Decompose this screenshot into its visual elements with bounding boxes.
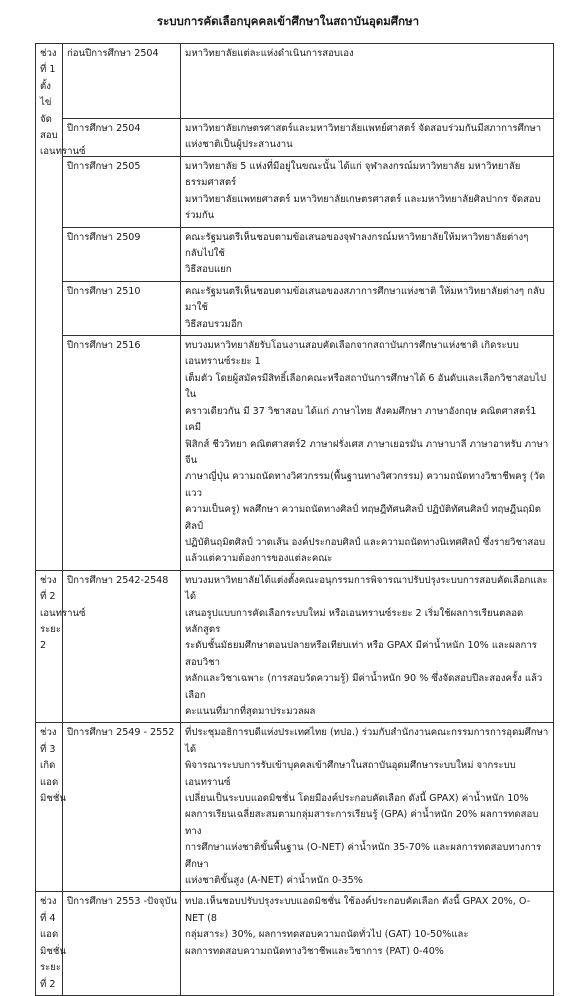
year-cell: ปีการศึกษา 2509 (63, 227, 181, 281)
table-row (36, 227, 554, 281)
table-row (36, 157, 554, 228)
table-row (36, 281, 554, 335)
year-cell: ปีการศึกษา 2505 (63, 157, 181, 228)
description-cell: คณะรัฐมนตรีเห็นชอบตามข้อเสนอของสภาการศึกษาแห่งชาติ ให้มหาวิทยาลัยต่างๆ กลับมาใช้ วิธีสอบรวมอีก (181, 281, 554, 335)
year-cell: ปีการศึกษา 2542-2548 (63, 570, 181, 723)
history-table-body (36, 44, 554, 996)
description-cell: ที่ประชุมอธิการบดีแห่งประเทศไทย (ทปอ.) ร่วมกับสำนักงานคณะกรรมการการอุดมศึกษา ได้ พิจารณาระบบการรับเข้าบุคคลเข้าศึกษาในสถาบันอุดมศึกษาระบบใหม่ จากระบบเอนทรานซ์ เปลี่ยนเป็นระบบแอดมิชชั่น โดยมีองค์ประกอบคัดเลือก ดังนี้ GPAX) ค่าน้ำหนัก 10% ผลการเรียนเฉลี่ยสะสมตามกลุ่มสาระการเรียนรู้ (GPA) ค่าน้ำหนัก 20% ผลการทดสอบทาง การศึกษาแห่งชาติขั้นพื้นฐาน (O-NET) ค่าน้ำหนัก 35-70% และผลการทดสอบทางการศึกษา แห่งชาติขั้นสูง (A-NET) ค่าน้ำหนัก 0-35% (181, 723, 554, 892)
history-table (35, 43, 554, 996)
table-row (36, 119, 554, 157)
period-cell: ช่วงที่ 4 แอดมิชชั่น ระยะที่ 2 (36, 892, 63, 995)
year-cell: ปีการศึกษา 2504 (63, 119, 181, 157)
description-cell: คณะรัฐมนตรีเห็นชอบตามข้อเสนอของจุฬาลงกรณ์มหาวิทยาลัยให้มหาวิทยาลัยต่างๆ กลับไปใช้ วิธีสอบแยก (181, 227, 554, 281)
period-cell: ช่วงที่ 2 เอนทรานซ์ ระยะ 2 (36, 570, 63, 723)
table-row (36, 723, 554, 892)
year-cell: ปีการศึกษา 2516 (63, 336, 181, 571)
description-cell: มหาวิทยาลัยเกษตรศาสตร์และมหาวิทยาลัยแพทย์ศาสตร์ จัดสอบร่วมกันมีสภาการศึกษา แห่งชาติเป็นผู้ประสานงาน (181, 119, 554, 157)
year-cell: ปีการศึกษา 2549 - 2552 (63, 723, 181, 892)
description-cell: มหาวิทยาลัยแต่ละแห่งดำเนินการสอบเอง (181, 44, 554, 119)
description-cell: มหาวิทยาลัย 5 แห่งที่มีอยู่ในขณะนั้น ได้แก่ จุฬาลงกรณ์มหาวิทยาลัย มหาวิทยาลัยธรรมศาสตร์ มหาวิทยาลัยแพทยศาสตร์ มหาวิทยาลัยเกษตรศาสตร์ และมหาวิทยาลัยศิลปากร จัดสอบร่วมกัน (181, 157, 554, 228)
document-title: ระบบการคัดเลือกบุคคลเข้าศึกษาในสถาบันอุดมศึกษา (156, 14, 420, 28)
period-cell: ช่วงที่ 3 เกิดแอด มิชชั่น (36, 723, 63, 892)
table-row (36, 336, 554, 571)
year-cell: ปีการศึกษา 2510 (63, 281, 181, 335)
table-row (36, 570, 554, 723)
description-cell: ทปอ.เห็นชอบปรับปรุงระบบแอดมิชชั่น ใช้องค์ประกอบคัดเลือก ดังนี้ GPAX 20%, O-NET (8 กลุ่มสาระ) 30%, ผลการทดสอบความถนัดทั่วไป (GAT) 10-50%และ ผลการทดสอบความถนัดทางวิชาชีพและวิชาการ (PAT) 0-40% (181, 892, 554, 995)
year-cell: ปีการศึกษา 2553 -ปัจจุบัน (63, 892, 181, 995)
table-row (36, 892, 554, 995)
table-row (36, 44, 554, 119)
period-cell: ช่วงที่ 1 ตั้ง ไข่จัดสอบ เอนทรานซ์ (36, 44, 63, 571)
description-cell: ทบวงมหาวิทยาลัยรับโอนงานสอบคัดเลือกจากสถาบันการศึกษาแห่งชาติ เกิดระบบเอนทรานซ์ระยะ 1 เต็มตัว โดยผู้สมัครมีสิทธิ์เลือกคณะหรือสถาบันการศึกษาได้ 6 อันดับและเลือกวิชาสอบไปใน คราวเดียวกัน มี 37 วิชาสอบ ได้แก่ ภาษาไทย สังคมศึกษา ภาษาอังกฤษ คณิตศาสตร์1 เคมี ฟิสิกส์ ชีววิทยา คณิตศาสตร์2 ภาษาฝรั่งเศส ภาษาเยอรมัน ภาษาบาลี ภาษาอาหรับ ภาษาจีน ภาษาญี่ปุ่น ความถนัดทางวิศวกรรม(พื้นฐานทางวิศวกรรม) ความถนัดทางวิชาชีพครู (วัดแวว ความเป็นครู) พลศึกษา ความถนัดทางศิลป์ ทฤษฎีทัศนศิลป์ ปฏิบัติทัศนศิลป์ ทฤษฎีนฤมิตศิลป์ ปฏิบัตินฤมิตศิลป์ วาดเส้น องค์ประกอบศิลป์ และความถนัดทางนิเทศศิลป์ ซึ่งรายวิชาสอบ แล้วแต่ความต้องการของแต่ละคณะ (181, 336, 554, 571)
year-cell: ก่อนปีการศึกษา 2504 (63, 44, 181, 119)
description-cell: ทบวงมหาวิทยาลัยได้แต่งตั้งคณะอนุกรรมการพิจารณาปรับปรุงระบบการสอบคัดเลือกและได้ เสนอรูปแบบการคัดเลือกระบบใหม่ หรือเอนทรานซ์ระยะ 2 เริ่มใช้ผลการเรียนตลอดหลักสูตร ระดับชั้นมัธยมศึกษาตอนปลายหรือเทียบเท่า หรือ GPAX มีค่าน้ำหนัก 10% และผลการสอบวิชา หลักและวิชาเฉพาะ (การสอบวัดความรู้) มีค่าน้ำหนัก 90 % ซึ่งจัดสอบปีละสองครั้ง แล้วเลือก คะแนนที่มากที่สุดมาประมวลผล (181, 570, 554, 723)
